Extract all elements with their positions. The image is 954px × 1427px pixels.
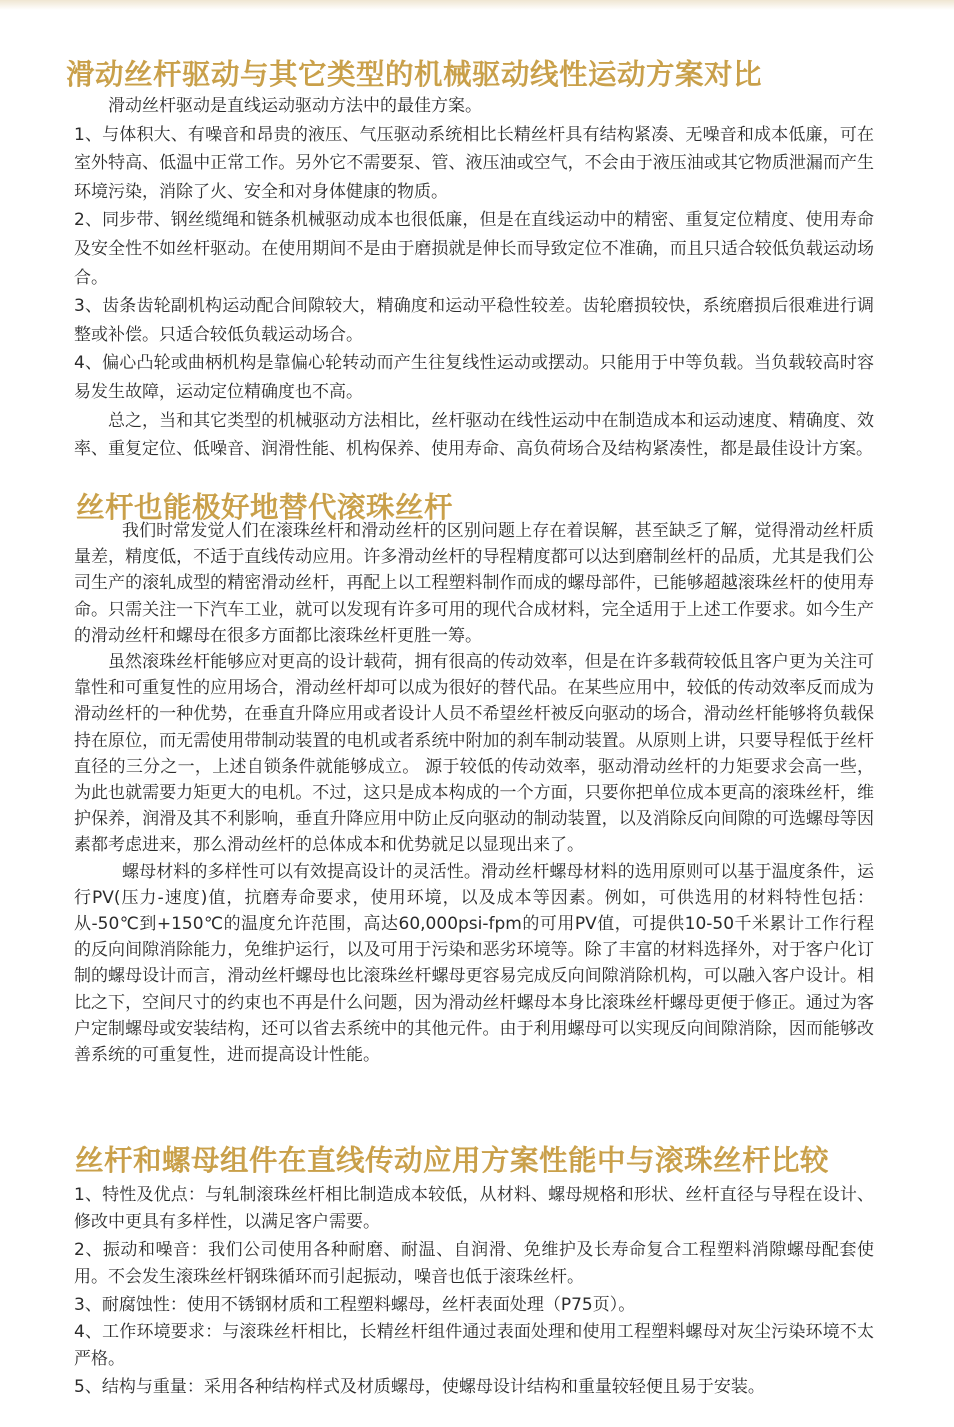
section-3-point-4: 4、工作环境要求：与滚珠丝杆相比，长精丝杆组件通过表面处理和使用工程塑料螺母对灰尘污染环境不太严格。 (74, 1322, 874, 1370)
section-1-point-4: 4、偏心凸轮或曲柄机构是靠偏心轮转动而产生往复线性运动或摆动。只能用于中等负载。当负载较高时容易发生故障，运动定位精确度也不高。 (74, 353, 874, 402)
section-2-body (74, 518, 874, 1068)
section-2-paragraph-1: 我们时常发觉人们在滚珠丝杆和滑动丝杆的区别问题上存在着误解，甚至缺乏了解，觉得滑动丝杆质量差，精度低，不适于直线传动应用。许多滑动丝杆的导程精度都可以达到磨制丝杆的品质，尤其是我们公司生产的滚轧成型的精密滑动丝杆，再配上以工程塑料制作而成的螺母部件，已能够超越滚珠丝杆的使用寿命。只需关注一下汽车工业，就可以发现有许多可用的现代合成材料，完全适用于上述工作要求。如今生产的滑动丝杆和螺母在很多方面都比滚珠丝杆更胜一筹。 (74, 521, 874, 646)
section-3-point-3: 3、耐腐蚀性：使用不锈钢材质和工程塑料螺母，丝杆表面处理（P75页）。 (74, 1294, 636, 1315)
section-1-point-1: 1、与体积大、有噪音和昂贵的液压、气压驱动系统相比长精丝杆具有结构紧凑、无噪音和成本低廉，可在室外特高、低温中正常工作。另外它不需要泵、管、液压油或空气，不会由于液压油或其它物质泄漏而产生环境污染，消除了火、安全和对身体健康的物质。 (74, 124, 874, 202)
section-1-point-3: 3、齿条齿轮副机构运动配合间隙较大，精确度和运动平稳性较差。齿轮磨损较快，系统磨损后很难进行调整或补偿。只适合较低负载运动场合。 (74, 296, 874, 345)
section-3-point-2: 2、振动和噪音：我们公司使用各种耐磨、耐温、自润滑、免维护及长寿命复合工程塑料消隙螺母配套使用。不会发生滚珠丝杆钢珠循环而引起振动，噪音也低于滚珠丝杆。 (74, 1239, 874, 1288)
section-1-body (74, 92, 874, 464)
section-1-point-2: 2、同步带、钢丝缆绳和链条机械驱动成本也很低廉，但是在直线运动中的精密、重复定位精度、使用寿命及安全性不如丝杆驱动。在使用期间不是由于磨损就是伸长而导致定位不准确，而且只适合较低负载运动场合。 (74, 210, 874, 288)
section-3-point-1: 1、特性及优点：与轧制滚珠丝杆相比制造成本较低，从材料、螺母规格和形状、丝杆直径与导程在设计、修改中更具有多样性，以满足客户需要。 (74, 1185, 874, 1233)
section-3-body (74, 1182, 874, 1401)
section-2-paragraph-3: 螺母材料的多样性可以有效提高设计的灵活性。滑动丝杆螺母材料的选用原则可以基于温度条件，运行PV(压力-速度)值，抗磨寿命要求，使用环境，以及成本等因素。例如，可供选用的材料特性包括：从-50℃到+150℃的温度允许范围，高达60,000psi-fpm的可用PV值，可提供10-50千米累计工作行程的反向间隙消除能力，免维护运行，以及可用于污染和恶劣环境等。除了丰富的材料选择外，对于客户化订制的螺母设计而言，滑动丝杆螺母也比滚珠丝杆螺母更容易完成反向间隙消除机构，可以融入客户设计。相比之下，空间尺寸的约束也不再是什么问题，因为滑动丝杆螺母本身比滚珠丝杆螺母更便于修正。通过为客户定制螺母或安装结构，还可以省去系统中的其他元件。由于利用螺母可以实现反向间隙消除，因而能够改善系统的可重复性，进而提高设计性能。 (74, 861, 874, 1066)
section-3-title: 丝杆和螺母组件在直线传动应用方案性能中与滚珠丝杆比较 (75, 1144, 830, 1177)
section-3-point-5: 5、结构与重量：采用各种结构样式及材质螺母，使螺母设计结构和重量较轻便且易于安装。 (74, 1376, 765, 1397)
section-2-title: 丝杆也能极好地替代滚珠丝杆 (76, 491, 454, 524)
section-2-paragraph-2: 虽然滚珠丝杆能够应对更高的设计载荷，拥有很高的传动效率，但是在许多载荷较低且客户更为关注可靠性和可重复性的应用场合，滑动丝杆却可以成为很好的替代品。在某些应用中，较低的传动效率反而成为滑动丝杆的一种优势，在垂直升降应用或者设计人员不希望丝杆被反向驱动的场合，滑动丝杆能够将负载保持在原位，而无需使用带制动装置的电机或者系统中附加的刹车制动装置。从原则上讲，只要导程低于丝杆直径的三分之一，上述自锁条件就能够成立。 源于较低的传动效率，驱动滑动丝杆的力矩要求会高一些，为此也就需要力矩更大的电机。不过，这只是成本构成的一个方面，只要你把单位成本更高的滚珠丝杆，维护保养，润滑及其不利影响，垂直升降应用中防止反向驱动的制动装置，以及消除反向间隙的可选螺母等因素都考虑进来，那么滑动丝杆的总体成本和优势就足以显现出来了。 (74, 652, 874, 856)
section-1-title: 滑动丝杆驱动与其它类型的机械驱动线性运动方案对比 (66, 58, 763, 91)
top-decorative-band (0, 0, 954, 10)
section-1-summary: 总之，当和其它类型的机械驱动方法相比，丝杆驱动在线性运动中在制造成本和运动速度、精确度、效率、重复定位、低噪音、润滑性能、机构保养、使用寿命、高负荷场合及结构紧凑性，都是最佳设计方案。 (74, 410, 874, 460)
section-1-intro: 滑动丝杆驱动是直线运动驱动方法中的最佳方案。 (108, 96, 482, 116)
